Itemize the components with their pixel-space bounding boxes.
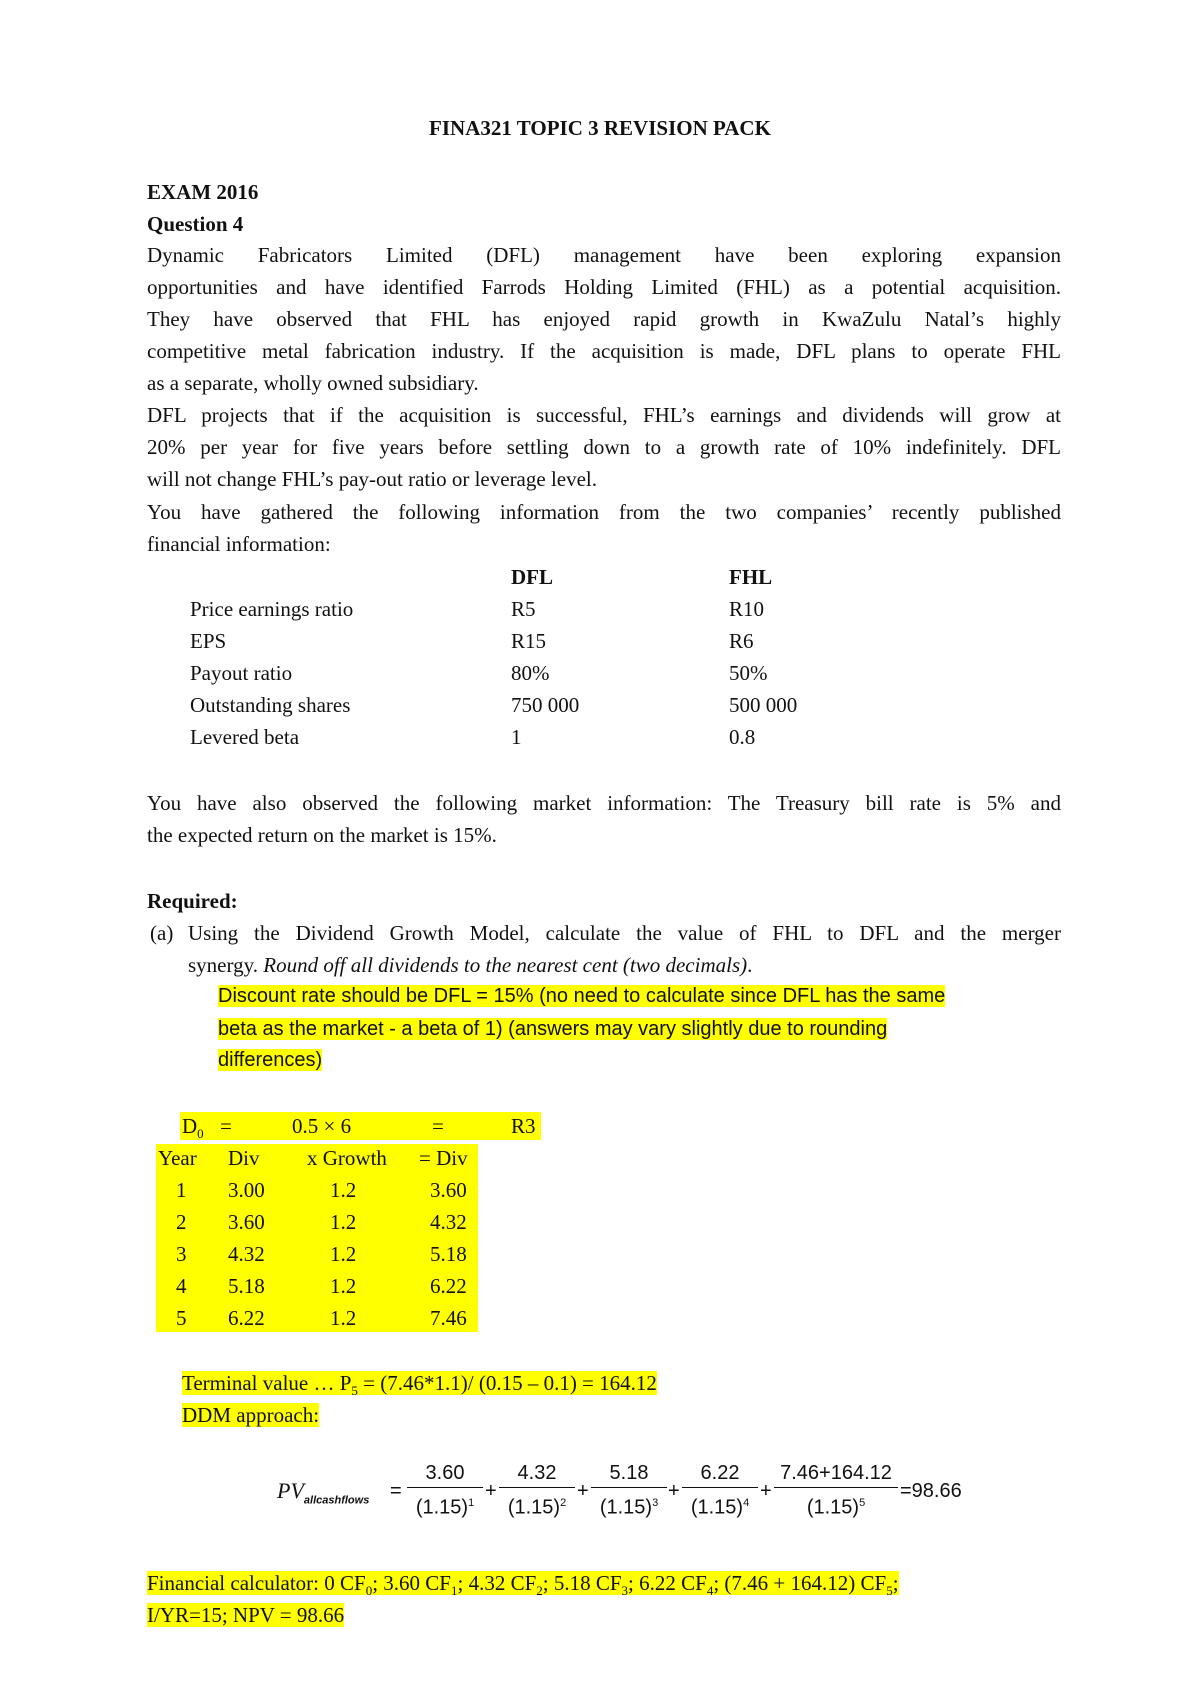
part-a-label: (a)	[150, 921, 174, 945]
info-row-fhl: R10	[729, 597, 765, 621]
info-row-label: Payout ratio	[190, 661, 293, 685]
required-heading: Required:	[147, 889, 238, 913]
d0-label: $D_0$	[182, 1114, 204, 1142]
div-cell-newdiv: 6.22	[430, 1274, 467, 1298]
div-cell-div: 3.60	[228, 1210, 265, 1234]
info-header-dfl: DFL	[511, 565, 553, 589]
d0-result: R3	[511, 1114, 536, 1138]
part-a-line2-text: synergy.	[188, 953, 264, 977]
formula-plus: +	[577, 1480, 589, 1502]
calculator-line-2	[147, 1603, 344, 1627]
para2-line: DFL projects that if the acquisition is successful, FHL’s earnings and dividends will grow at	[147, 403, 1061, 427]
formula-equals: =	[390, 1480, 402, 1502]
div-header-year: Year	[158, 1146, 197, 1170]
info-row-label: Levered beta	[190, 725, 300, 749]
div-cell-div: 3.00	[228, 1178, 265, 1202]
div-cell-year: 2	[176, 1210, 187, 1234]
info-row-dfl: R15	[511, 629, 547, 653]
para1-line: competitive metal fabrication industry. If the acquisition is made, DFL plans to operate FHL	[147, 339, 1061, 363]
para1-line: They have observed that FHL has enjoyed rapid growth in KwaZulu Natal’s highly	[147, 307, 1061, 331]
div-cell-div: 4.32	[228, 1242, 265, 1266]
info-row-fhl: 0.8	[729, 725, 756, 749]
d0-calc: 0.5 × 6	[292, 1114, 352, 1138]
div-cell-year: 3	[176, 1242, 187, 1266]
formula-term-5: 7.46+164.12 $(1.15)^5$	[772, 1459, 900, 1523]
div-header-div: Div	[228, 1146, 260, 1170]
info-row-fhl: R6	[729, 629, 754, 653]
formula-term-1: 3.60 $(1.15)^1$	[405, 1459, 485, 1523]
ddm-label-line	[182, 1403, 319, 1427]
answer-note-text: beta as the market - a beta of 1) (answers may vary slightly due to rounding	[218, 1018, 888, 1040]
answer-note-line	[218, 1048, 322, 1072]
part-a-line1: Using the Dividend Growth Model, calculate the value of FHL to DFL and the merger	[188, 921, 1061, 945]
div-table-background	[156, 1144, 478, 1332]
info-row-label: Outstanding shares	[190, 693, 351, 717]
div-header-newdiv: = Div	[419, 1146, 468, 1170]
formula-term-2: 4.32 $(1.15)^2$	[497, 1459, 577, 1523]
calculator-npv: I/YR=15; NPV = 98.66	[147, 1603, 345, 1627]
div-cell-year: 4	[176, 1274, 187, 1298]
div-cell-div: 6.22	[228, 1306, 265, 1330]
info-row-dfl: 80%	[511, 661, 550, 685]
calculator-text: Financial calculator: 0 $CF_0$; 3.60 $CF_1$; 4.32 $CF_2$; 5.18 $CF_3$; 6.22 $CF_4$; (7.46 + 164.12) $CF_5$;	[147, 1571, 899, 1599]
exam-heading: EXAM 2016	[147, 180, 259, 204]
para3-line: financial information:	[147, 532, 331, 556]
formula-pv: $PV_{allcashflows}$	[277, 1478, 370, 1507]
page-title: FINA321 TOPIC 3 REVISION PACK	[429, 116, 771, 140]
formula-result: =98.66	[900, 1480, 962, 1502]
formula-plus: +	[668, 1480, 680, 1502]
div-cell-newdiv: 3.60	[430, 1178, 467, 1202]
div-cell-year: 5	[176, 1306, 187, 1330]
div-cell-newdiv: 4.32	[430, 1210, 467, 1234]
para1-line: as a separate, wholly owned subsidiary.	[147, 371, 479, 395]
para1-line: Dynamic Fabricators Limited (DFL) management have been exploring expansion	[147, 243, 1061, 267]
formula-term-3: 5.18 $(1.15)^3$	[589, 1459, 669, 1523]
info-row-label: Price earnings ratio	[190, 597, 354, 621]
div-cell-growth: 1.2	[330, 1210, 357, 1234]
question-heading: Question 4	[147, 212, 244, 236]
answer-note-line	[218, 984, 945, 1008]
part-a-line2-end: .	[747, 953, 753, 977]
para2-line: will not change FHL’s pay-out ratio or leverage level.	[147, 467, 598, 491]
div-cell-growth: 1.2	[330, 1306, 357, 1330]
div-cell-div: 5.18	[228, 1274, 265, 1298]
info-header-fhl: FHL	[729, 565, 773, 589]
terminal-value-text: Terminal value … $P_5 = (7.46*1.1)/$ (0.15 – 0.1) = 164.12	[182, 1371, 657, 1399]
para4-line: You have also observed the following market information: The Treasury bill rate is 5% and	[147, 791, 1061, 815]
answer-note-line	[218, 1017, 887, 1041]
info-row-dfl: R5	[511, 597, 536, 621]
info-row-dfl: 1	[511, 725, 522, 749]
div-cell-year: 1	[176, 1178, 187, 1202]
part-a-line2-instruction: Round off all dividends to the nearest cent (two decimals)	[263, 953, 748, 977]
answer-note-text: Discount rate should be DFL = 15% (no need to calculate since DFL has the same	[218, 985, 946, 1007]
info-row-fhl: 50%	[729, 661, 768, 685]
div-cell-growth: 1.2	[330, 1242, 357, 1266]
info-row-fhl: 500 000	[729, 693, 798, 717]
div-cell-newdiv: 7.46	[430, 1306, 467, 1330]
div-cell-newdiv: 5.18	[430, 1242, 467, 1266]
formula-plus: +	[760, 1480, 772, 1502]
para3-line: You have gathered the following information from the two companies’ recently published	[147, 500, 1061, 524]
part-a-line2	[188, 953, 752, 977]
para4-line: the expected return on the market is 15%.	[147, 823, 497, 847]
terminal-value-line	[182, 1371, 657, 1403]
d0-row-background	[180, 1112, 541, 1140]
div-cell-growth: 1.2	[330, 1274, 357, 1298]
formula-term-4: 6.22 $(1.15)^4$	[680, 1459, 760, 1523]
div-header-growth: x Growth	[307, 1146, 387, 1170]
div-cell-growth: 1.2	[330, 1178, 357, 1202]
para1-line: opportunities and have identified Farrods Holding Limited (FHL) as a potential acquisition.	[147, 275, 1061, 299]
formula-plus: +	[485, 1480, 497, 1502]
d0-equals: =	[220, 1114, 232, 1138]
calculator-line-1	[147, 1571, 899, 1603]
para2-line: 20% per year for five years before settling down to a growth rate of 10% indefinitely. DFL	[147, 435, 1061, 459]
info-row-label: EPS	[190, 629, 227, 653]
ddm-label: DDM approach:	[182, 1403, 320, 1427]
answer-note-text: differences)	[218, 1049, 323, 1071]
info-row-dfl: 750 000	[511, 693, 580, 717]
d0-equals-2: =	[432, 1114, 444, 1138]
